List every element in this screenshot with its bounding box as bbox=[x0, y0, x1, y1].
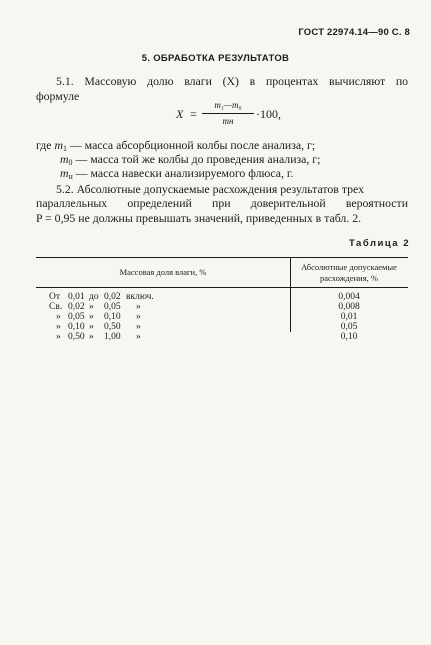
symbol-subscript: 1 bbox=[62, 144, 67, 153]
word: в bbox=[249, 74, 256, 88]
row-separator: » bbox=[89, 332, 94, 342]
row-suffix: » bbox=[136, 322, 141, 332]
row-separator: » bbox=[89, 302, 94, 312]
row-value: 0,004 bbox=[338, 292, 360, 302]
header-line: расхождения, % bbox=[320, 273, 378, 283]
word: Массовую bbox=[84, 74, 137, 88]
row-separator: » bbox=[89, 312, 94, 322]
row-suffix: » bbox=[136, 332, 141, 342]
word: вычисляют bbox=[329, 74, 386, 88]
where-intro: где bbox=[36, 138, 52, 152]
row-suffix: включ. bbox=[126, 292, 154, 302]
word: влаги bbox=[184, 74, 212, 88]
row-from: 0,50 bbox=[68, 332, 85, 342]
row-to: 1,00 bbox=[104, 332, 121, 342]
paragraph-5-1-line-1 bbox=[56, 74, 408, 89]
row-prefix: » bbox=[56, 322, 61, 332]
row-prefix: От bbox=[49, 292, 61, 302]
row-prefix: Св. bbox=[49, 302, 63, 312]
word: 5.1. bbox=[56, 74, 74, 88]
row-suffix: » bbox=[136, 312, 141, 322]
row-separator: » bbox=[89, 322, 94, 332]
row-separator: до bbox=[89, 292, 99, 302]
paragraph-5-2-line-3: P = 0,95 не должны превышать значений, приведенных в табл. 2. bbox=[36, 211, 362, 225]
word: по bbox=[395, 74, 409, 88]
word: доверительной bbox=[250, 196, 326, 210]
row-value: 0,05 bbox=[340, 322, 358, 332]
row-to: 0,50 bbox=[104, 322, 121, 332]
formula-rhs: ·100, bbox=[256, 107, 281, 121]
word: процентах bbox=[265, 74, 319, 88]
word: (X) bbox=[222, 74, 239, 88]
where-line-3 bbox=[60, 166, 293, 182]
word: вероятности bbox=[345, 196, 409, 210]
table-header-mass-fraction: Массовая доля влаги, % bbox=[119, 267, 207, 277]
header-line: Абсолютные допускаемые bbox=[301, 262, 397, 272]
row-prefix: » bbox=[56, 312, 61, 322]
row-prefix: » bbox=[56, 332, 61, 342]
table-header-tolerance bbox=[290, 262, 408, 284]
symbol: m bbox=[60, 166, 69, 180]
formula-fraction bbox=[202, 100, 254, 127]
row-suffix: » bbox=[136, 302, 141, 312]
moisture-formula bbox=[176, 100, 326, 134]
paragraph-5-2-line-1: 5.2. Абсолютные допускаемые расхождения результатов трех bbox=[56, 182, 364, 196]
definition-text: — масса абсорбционной колбы после анализа, г; bbox=[69, 138, 316, 152]
table-header-rule bbox=[36, 287, 408, 288]
row-to: 0,10 bbox=[104, 312, 121, 322]
row-value: 0,008 bbox=[338, 302, 360, 312]
symbol-subscript: 0 bbox=[68, 158, 73, 167]
paragraph-5-2-line-2 bbox=[36, 196, 408, 211]
formula-numerator: m₁—m₀ bbox=[214, 100, 242, 110]
row-to: 0,05 bbox=[104, 302, 121, 312]
table-top-rule bbox=[36, 257, 408, 258]
word: долю bbox=[147, 74, 174, 88]
word: при bbox=[212, 196, 231, 210]
table-caption: Таблица 2 bbox=[348, 238, 410, 249]
word: параллельных bbox=[36, 196, 108, 210]
row-from: 0,10 bbox=[68, 322, 85, 332]
formula-equals: = bbox=[190, 107, 197, 121]
document-header: ГОСТ 22974.14—90 С. 8 bbox=[298, 27, 410, 38]
row-value: 0,10 bbox=[340, 332, 358, 342]
symbol: m bbox=[60, 152, 69, 166]
row-to: 0,02 bbox=[104, 292, 121, 302]
row-value: 0,01 bbox=[340, 312, 358, 322]
formula-lhs: X bbox=[176, 107, 184, 121]
definition-text: — масса той же колбы до проведения анализа, г; bbox=[75, 152, 321, 166]
row-from: 0,05 bbox=[68, 312, 85, 322]
symbol-subscript: н bbox=[68, 172, 73, 181]
definition-text: — масса навески анализируемого флюса, г. bbox=[75, 166, 294, 180]
section-title: 5. ОБРАБОТКА РЕЗУЛЬТАТОВ bbox=[141, 53, 290, 64]
row-from: 0,02 bbox=[68, 302, 85, 312]
formula-denominator: mн bbox=[222, 116, 234, 126]
symbol: m bbox=[54, 138, 63, 152]
fraction-bar bbox=[202, 113, 254, 114]
word: определений bbox=[127, 196, 192, 210]
row-from: 0,01 bbox=[68, 292, 85, 302]
paragraph-5-1-line-2: формуле bbox=[36, 89, 80, 103]
